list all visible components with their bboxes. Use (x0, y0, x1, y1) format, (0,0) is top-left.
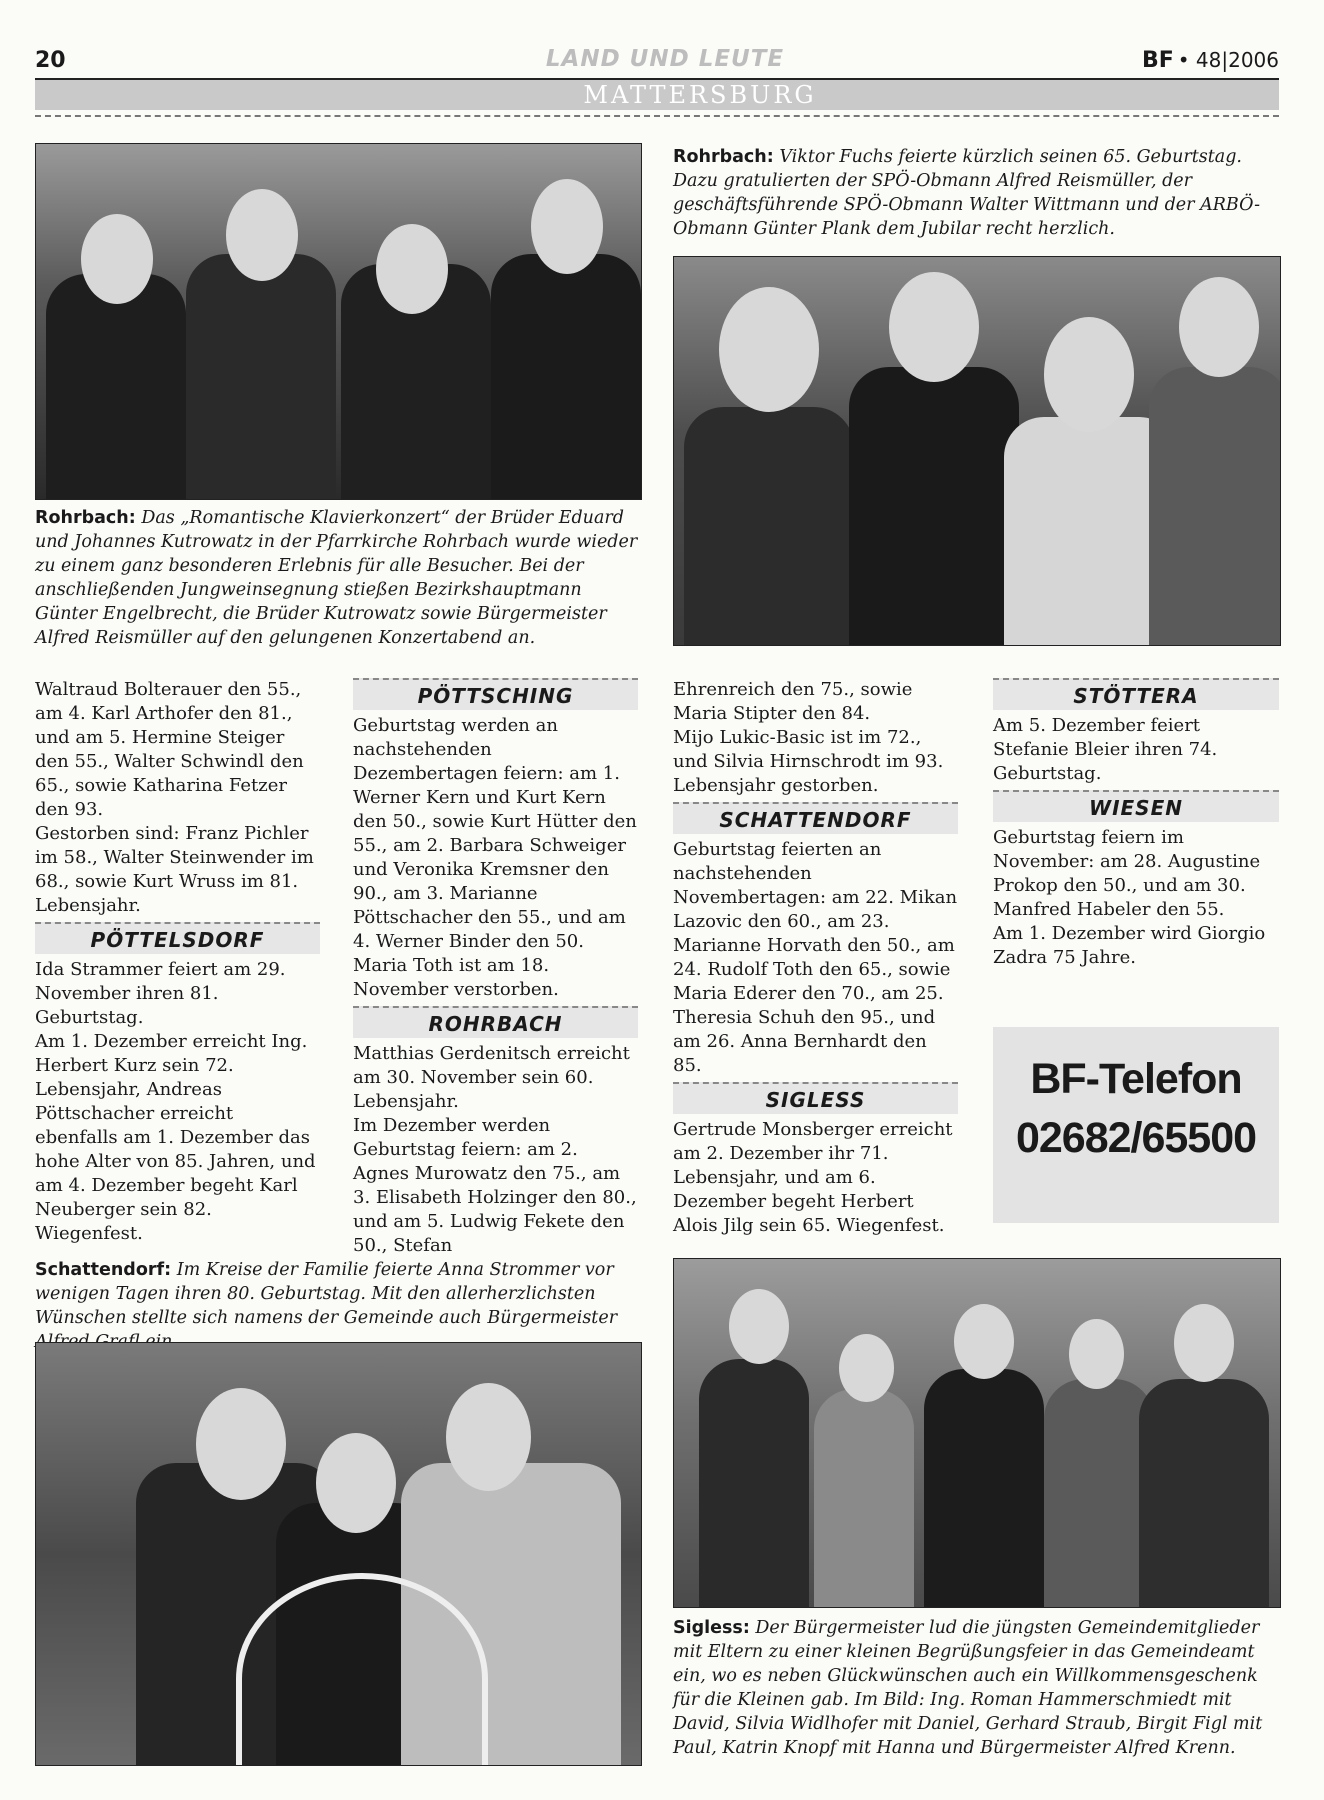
heading-stoettera: STÖTTERA (993, 678, 1279, 710)
heading-rohrbach: ROHRBACH (353, 1006, 638, 1038)
col3-p2: Mijo Lukic-Basic ist im 72., und Silvia Hirnschrodt im 93. Lebensjahr gestorben. (673, 727, 944, 796)
caption-text: Viktor Fuchs feierte kürzlich seinen 65. Geburtstag. Dazu gratulierten der SPÖ-Obmann Alfred Reismüller, der geschäftsführende SPÖ-Obmann Walter Wittmann und der ARBÖ-Obmann Günter Plank dem Jubilar recht herzlich. (673, 147, 1260, 239)
col2-p2: Maria Toth ist am 18. November verstorben. (353, 955, 559, 1000)
col1-p2: Am 1. Dezember erreicht Ing. Herbert Kurz sein 72. Lebensjahr, Andreas Pöttschacher erreicht ebenfalls am 1. Dezember das hohe Alter von 85. Jahren, und am 4. Dezember begeht Karl Neuberger sein 82. Wiegenfest. (35, 1031, 316, 1244)
page-number: 20 (35, 48, 66, 73)
header-dashed-rule (35, 115, 1279, 117)
caption-place: Rohrbach: (673, 147, 774, 167)
column-4 (993, 678, 1279, 970)
issue-separator: • (1177, 48, 1190, 72)
photo-sigless (673, 1258, 1281, 1608)
photo-rohrbach-birthday (673, 256, 1281, 646)
photo-rohrbach-concert (35, 143, 642, 500)
col4-p2: Geburtstag feiern im November: am 28. Augustine Prokop den 50., und am 30. Manfred Habeler den 55. (993, 827, 1261, 920)
issue-number: 48|2006 (1195, 48, 1279, 72)
col2-p1: Geburtstag werden an nachstehenden Dezembertagen feiern: am 1. Werner Kern und Kurt Kern den 50., sowie Kurt Hütter den 55., am 2. Barbara Schweiger und Veronika Kremsner den 90., am 3. Marianne Pöttschacher den 55., und am 4. Werner Binder den 50. (353, 715, 637, 952)
caption-schattendorf (35, 1258, 640, 1354)
col1-p1: Ida Strammer feiert am 29. November ihren 81. Geburtstag. (35, 959, 286, 1028)
region-title: MATTERSBURG (583, 81, 817, 109)
col3-p1: Ehrenreich den 75., sowie Maria Stipter den 84. (673, 679, 913, 724)
column-3 (673, 678, 958, 1238)
photo-schattendorf (35, 1342, 642, 1766)
caption-text: Das „Romantische Klavierkonzert“ der Brüder Eduard und Johannes Kutrowatz in der Pfarrkirche Rohrbach wurde wieder zu einem ganz besonderen Erlebnis für alle Besucher. Bei der anschließenden Jungweinsegnung stießen Bezirkshauptmann Günter Engelbrecht, die Brüder Kutrowatz sowie Bürgermeister Alfred Reismüller auf den gelungenen Konzertabend an. (35, 508, 638, 648)
col1-intro: Waltraud Bolterauer den 55., am 4. Karl Arthofer den 81., und am 5. Hermine Steiger den 55., Walter Schwindl den 65., sowie Katharina Fetzer den 93. (35, 679, 304, 820)
caption-sigless (673, 1616, 1279, 1760)
caption-place: Sigless: (673, 1618, 750, 1638)
column-2 (353, 678, 638, 1258)
ad-phone-number: 02682/65500 (1015, 1114, 1257, 1162)
ad-title: BF-Telefon (1030, 1055, 1242, 1103)
caption-place: Rohrbach: (35, 508, 136, 528)
issue-brand: BF (1141, 48, 1174, 73)
caption-place: Schattendorf: (35, 1260, 172, 1280)
caption-rohrbach-birthday (673, 145, 1273, 241)
col4-p1: Am 5. Dezember feiert Stefanie Bleier ihren 74. Geburtstag. (993, 715, 1218, 784)
region-band (35, 80, 1279, 110)
heading-schattendorf: SCHATTENDORF (673, 802, 958, 834)
heading-sigless: SIGLESS (673, 1082, 958, 1114)
heading-poettelsdorf: PÖTTELSDORF (35, 922, 320, 954)
heading-poettsching: PÖTTSCHING (353, 678, 638, 710)
caption-text: Der Bürgermeister lud die jüngsten Gemeindemitglieder mit Eltern zu einer kleinen Begrüßungsfeier in das Gemeindeamt ein, wo es neben Glückwünschen auch ein Willkommensgeschenk für die Kleinen gab. Im Bild: Ing. Roman Hammerschmiedt mit David, Silvia Widlhofer mit Daniel, Gerhard Straub, Birgit Figl mit Paul, Katrin Knopf mit Hanna und Bürgermeister Alfred Krenn. (673, 1618, 1263, 1758)
section-title: LAND UND LEUTE (545, 46, 785, 72)
col1-deaths: Gestorben sind: Franz Pichler im 58., Walter Steinwender im 68., sowie Kurt Wruss im 81. Lebensjahr. (35, 823, 314, 916)
caption-rohrbach-concert (35, 506, 640, 650)
caption-text: Im Kreise der Familie feierte Anna Strommer vor wenigen Tagen ihren 80. Geburtstag. Mit den allerherzlichsten Wünschen stellte sich namens der Gemeinde auch Bürgermeister (35, 1260, 618, 1328)
col4-p3: Am 1. Dezember wird Giorgio Zadra 75 Jahre. (993, 923, 1266, 968)
issue-info (1142, 48, 1279, 73)
col2-p3: Matthias Gerdenitsch erreicht am 30. November sein 60. Lebensjahr. (353, 1043, 630, 1112)
column-1 (35, 678, 320, 1246)
col3-p4: Gertrude Monsberger erreicht am 2. Dezember ihr 71. Lebensjahr, und am 6. Dezember begeht Herbert Alois Jilg sein 65. Wiegenfest. (673, 1119, 953, 1236)
heading-wiesen: WIESEN (993, 790, 1279, 822)
col3-p3: Geburtstag feierten an nachstehenden Novembertagen: am 22. Mikan Lazovic den 60., am 23. Marianne Horvath den 50., am 24. Rudolf Toth den 65., sowie Maria Ederer den 70., am 25. Theresia Schuh den 95., und am 26. Anna Bernhardt den 85. (673, 839, 958, 1076)
bf-telefon-ad (993, 1027, 1279, 1223)
col2-p4: Im Dezember werden Geburtstag feiern: am 2. Agnes Murowatz den 75., am 3. Elisabeth Holzinger den 80., und am 5. Ludwig Fekete den 50., Stefan (353, 1115, 637, 1256)
